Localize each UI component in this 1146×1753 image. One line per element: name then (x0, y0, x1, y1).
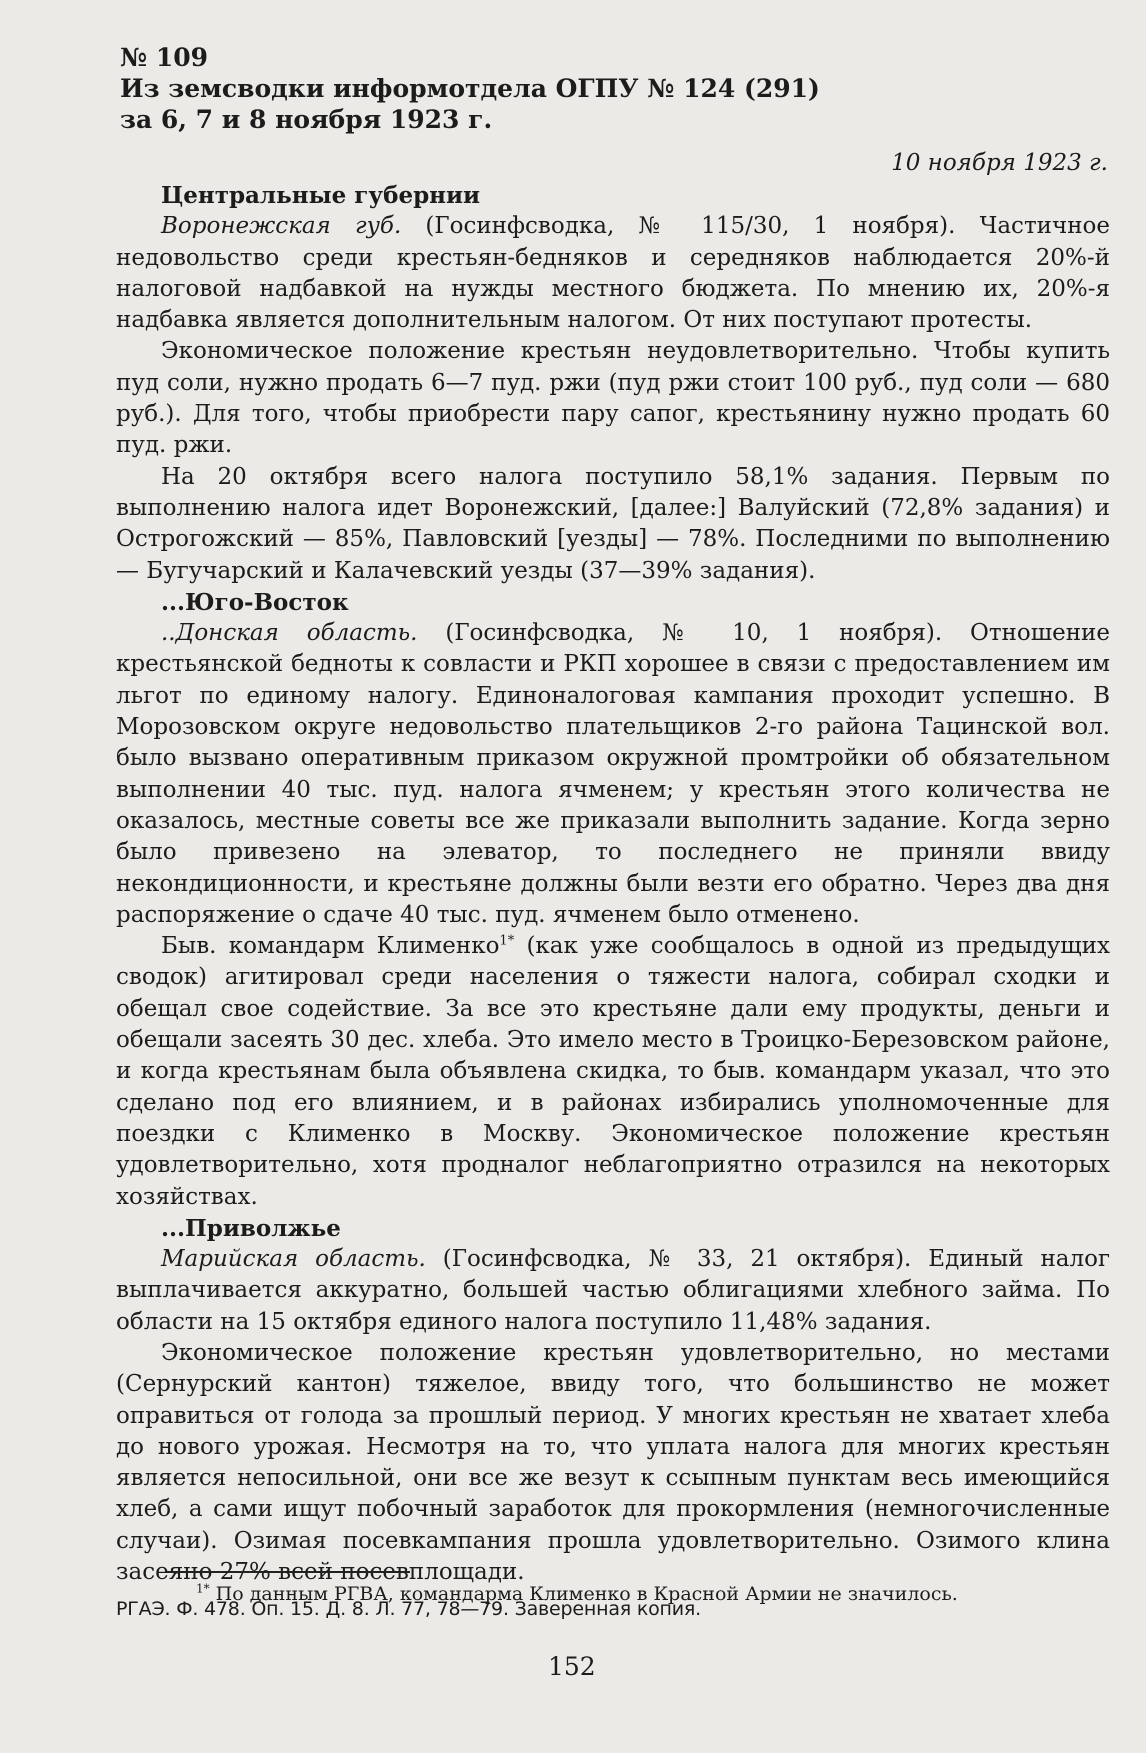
paragraph-economy-voronezh: Экономическое положение крестьян неудовлетворительно. Чтобы купить пуд соли, нужно продать 6—7 пуд. ржи (пуд ржи стоит 100 руб., пуд соли — 680 руб.). Для того, чтобы приобрести пару сапог, крестьянину нужно продать 60 пуд. ржи. (116, 338, 1110, 459)
paragraph-voronezh (116, 211, 1110, 336)
paragraph-text: Быв. командарм Клименко (161, 933, 500, 960)
region-name: Марийская область. (161, 1246, 426, 1273)
section-heading-southeast: ...Юго-Восток (161, 588, 349, 616)
page-number: 152 (548, 1652, 596, 1681)
paragraph-don (116, 618, 1110, 931)
archive-source: РГАЭ. Ф. 478. Оп. 15. Д. 8. Л. 77, 78—79. Заверенная копия. (116, 1598, 701, 1621)
paragraph-tax-voronezh: На 20 октября всего налога поступило 58,1% задания. Первым по выполнению налога идет Воронежский, [далее:] Валуйский (72,8% задания) и Острогожский — 85%, Павловский [уезды] — 78%. Последними по выполнению — Бугучарский и Калачевский уезды (37—39% задания). (116, 463, 1110, 584)
paragraph-text: (Госинфсводка, № 10, 1 ноября). Отношение крестьянской бедноты к совласти и РКП хорошее в связи с предоставлением им льгот по единому налогу. Единоналоговая кампания проходит успешно. В Морозовском округе недовольство плательщиков 2-го района Тацинской вол. было вызвано оперативным приказом окружной промтройки об обязательном выполнении 40 тыс. пуд. налога ячменем; у крестьян этого количества не оказалось, местные советы все же приказали выполнить задание. Когда зерно было привезено на элеватор, то последнего не приняли ввиду некондиционности, и крестьяне должны были везти его обратно. Через два дня распоряжение о сдаче 40 тыс. пуд. ячменем было отменено. (116, 620, 1111, 928)
footnote-marker: 1* (499, 933, 515, 949)
document-title-line-1: Из земсводки информотдела ОГПУ № 124 (291) (120, 74, 820, 103)
paragraph-text: (Госинфсводка, № 115/30, 1 ноября). Частичное недовольство среди крестьян-бедняков и середняков наблюдается 20%-й налоговой надбавкой на нужды местного бюджета. По мнению их, 20%-я надбавка является дополнительным налогом. От них поступают протесты. (116, 213, 1110, 334)
footnote-divider (167, 1571, 410, 1573)
region-name: ..Донская область. (161, 620, 418, 647)
footnote-marker: 1* (196, 1581, 210, 1596)
document-title-line-2: за 6, 7 и 8 ноября 1923 г. (120, 105, 493, 134)
section-heading-central: Центральные губернии (161, 182, 481, 209)
region-name: Воронежская губ. (161, 213, 402, 240)
document-body (116, 180, 1110, 1626)
document-date: 10 ноября 1923 г. (891, 150, 1108, 176)
document-number: № 109 (120, 43, 209, 72)
footnote-text: По данным РГВА, командарма Клименко в Красной Армии не значилось. (209, 1583, 958, 1605)
paragraph-mari (116, 1244, 1110, 1338)
section-heading-volga: ...Приволжье (161, 1214, 341, 1242)
paragraph-klimenko (116, 931, 1110, 1213)
paragraph-text: (Госинфсводка, № 33, 21 октября). Единый налог выплачивается аккуратно, большей частью облигациями хлебного займа. По области на 15 октября единого налога поступило 11,48% задания. (116, 1246, 1110, 1335)
document-header (120, 42, 980, 135)
footnote (196, 1583, 1096, 1605)
paragraph-economy-mari: Экономическое положение крестьян удовлетворительно, но местами (Сернурский кантон) тяжелое, ввиду того, что большинство не может оправиться от голода за прошлый период. У многих крестьян не хватает хлеба до нового урожая. Несмотря на то, что уплата налога для многих крестьян является непосильной, они все же везут к ссыпным пунктам весь имеющийся хлеб, а сами ищут побочный заработок для прокормления (немногочисленные случаи). Озимая посевкампания прошла удовлетворительно. Озимого клина засеяно 27% всей посевплощади. (116, 1339, 1110, 1586)
paragraph-text: (как уже сообщалось в одной из предыдущих сводок) агитировал среди населения о тяжести налога, собирал сходки и обещал свое содействие. За все это крестьяне дали ему продукты, деньги и обещали засеять 30 дес. хлеба. Это имело место в Троицко-Березовском районе, и когда крестьянам была объявлена скидка, то быв. командарм указал, что это сделано под его влиянием, и в районах избирались уполномоченные для поездки с Клименко в Москву. Экономическое положение крестьян удовлетворительно, хотя продналог неблагоприятно отразился на некоторых хозяйствах. (116, 933, 1110, 1210)
